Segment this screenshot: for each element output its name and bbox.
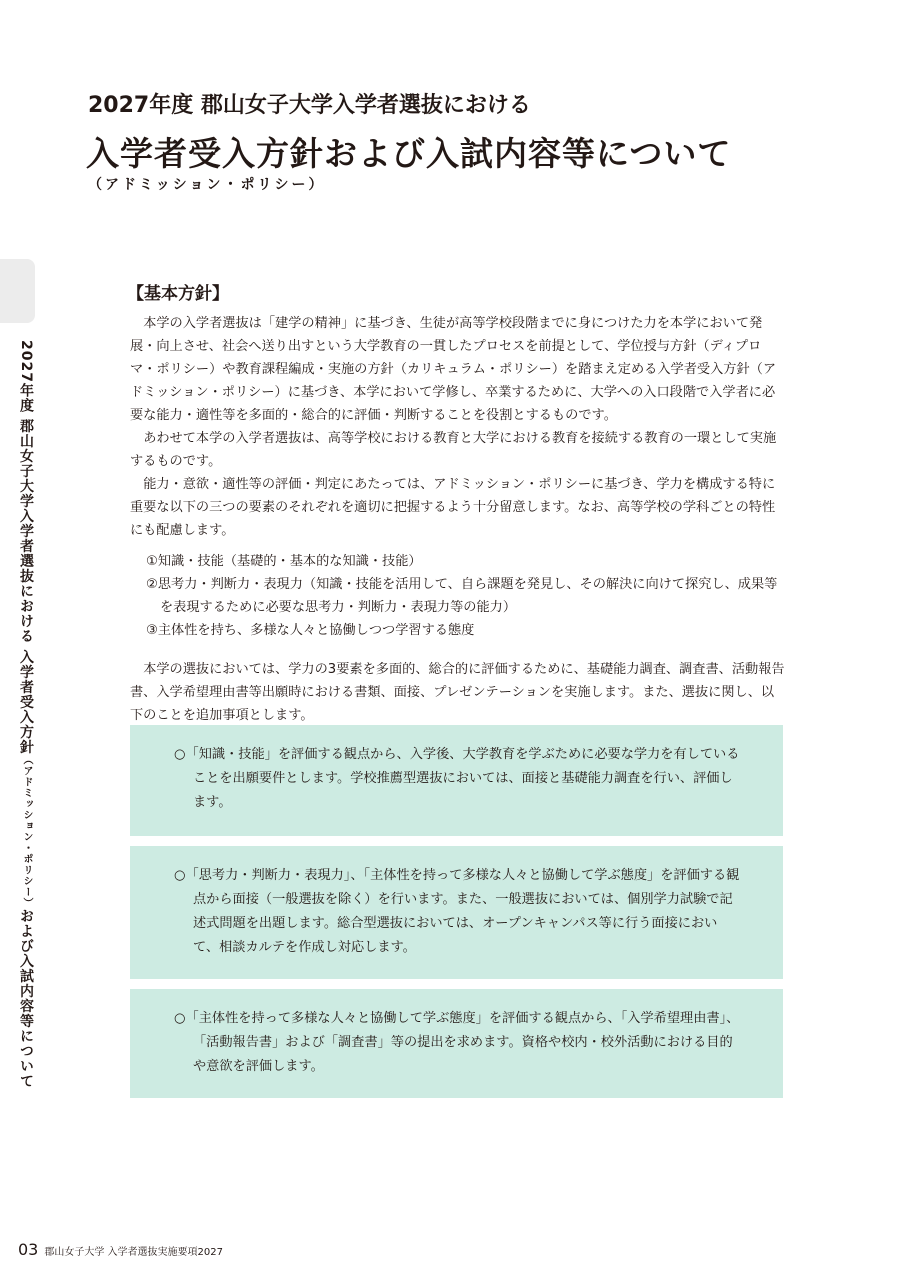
note-box-thinking (130, 846, 783, 979)
side-title-main: 2027年度 郡山女子大学入学者選抜における 入学者受入方針 (18, 340, 34, 755)
note-text: ○「知識・技能」を評価する観点から、入学後、大学教育を学ぶために必要な学力を有していることを出願要件とします。学校推薦型選抜においては、面接と基礎能力調査を行い、評価します。 (174, 747, 740, 810)
page-title: 入学者受入方針および入試内容等について (86, 134, 732, 173)
policy-summary: 本学の選抜においては、学力の3要素を多面的、総合的に評価するために、基礎能力調査、調査書、活動報告書、入学希望理由書等出願時における書類、面接、プレゼンテーションを実施します。また、選抜に関し、以下のことを追加事項とします。 (130, 662, 785, 723)
element-item: ①知識・技能（基礎的・基本的な知識・技能） (146, 554, 422, 569)
side-title-small: （アドミッション・ポリシー） (21, 754, 32, 909)
element-item: ②思考力・判断力・表現力（知識・技能を活用して、自ら課題を発見し、その解決に向けて探究し、成果等を表現するために必要な思考力・判断力・表現力等の能力） (146, 577, 778, 615)
element-item: ③主体性を持ち、多様な人々と協働しつつ学習する態度 (146, 623, 475, 638)
page-footer (18, 1240, 223, 1259)
section-heading: 【基本方針】 (127, 284, 229, 304)
note-box-attitude (130, 989, 783, 1098)
policy-paragraph: 能力・意欲・適性等の評価・判定にあたっては、アドミッション・ポリシーに基づき、学力を構成する特に重要な以下の三つの要素のそれぞれを適切に把握するよう十分留意します。なお、高等学校の学科ごとの特性にも配慮します。 (130, 477, 776, 538)
footer-doc-title: 郡山女子大学 入学者選抜実施要項2027 (44, 1247, 223, 1258)
page-subtitle: （アドミッション・ポリシー） (88, 177, 326, 193)
side-running-title (14, 340, 38, 1089)
note-text: ○「主体性を持って多様な人々と協働して学ぶ態度」を評価する観点から、「入学希望理由書」、「活動報告書」および「調査書」等の提出を求めます。資格や校内・校外活動における目的や意欲を評価します。 (174, 1011, 740, 1074)
policy-body (130, 312, 786, 727)
page-supertitle: 2027年度 郡山女子大学入学者選抜における (88, 93, 531, 118)
side-title-tail: および入試内容等について (18, 908, 34, 1089)
note-text: ○「思考力・判断力・表現力」、「主体性を持って多様な人々と協働して学ぶ態度」を評価する観点から面接（一般選抜を除く）を行います。また、一般選抜においては、個別学力試験で記述式問題を出題します。総合型選抜においては、オープンキャンパス等に行う面接において、相談カルテを作成し対応します。 (174, 868, 740, 955)
policy-paragraph: 本学の入学者選抜は「建学の精神」に基づき、生徒が高等学校段階までに身につけた力を本学において発展・向上させ、社会へ送り出すという大学教育の一貫したプロセスを前提として、学位授与方針（ディプロマ・ポリシー）や教育課程編成・実施の方針（カリキュラム・ポリシー）を踏まえ定める入学者受入方針（アドミッション・ポリシー）に基づき、本学において学修し、卒業するために、大学への入口段階で入学者に必要な能力・適性等を多面的・総合的に評価・判断することを役割とするものです。 (130, 316, 777, 423)
policy-paragraph: あわせて本学の入学者選抜は、高等学校における教育と大学における教育を接続する教育の一環として実施するものです。 (130, 431, 777, 469)
elements-list (130, 550, 786, 642)
side-tab-marker (0, 259, 35, 323)
page-number: 03 (18, 1240, 39, 1259)
note-box-knowledge (130, 725, 783, 836)
